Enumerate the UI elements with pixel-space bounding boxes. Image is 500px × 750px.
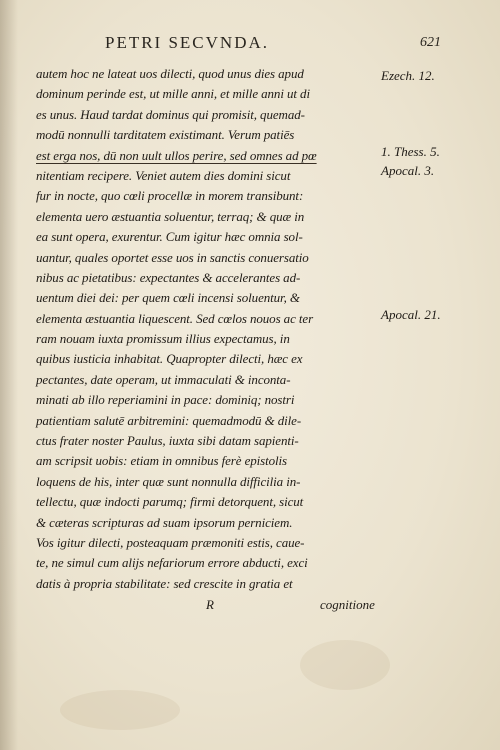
- text-line: elementa æstuantia liquescent. Sed cœlos nouos ac ter: [36, 310, 314, 326]
- text-line: nibus ac pietatibus: expectantes & accelerantes ad-: [36, 269, 301, 285]
- text-line: dominum perinde est, ut mille anni, et mille anni ut di: [36, 86, 310, 102]
- text-line: fur in nocte, quo cœli procellæ in morem transibunt:: [36, 188, 304, 204]
- text-line: patientiam salutē arbitremini: quemadmodū & dile-: [36, 412, 302, 428]
- main-text-block: [36, 64, 380, 594]
- catchword: cognitione: [320, 597, 375, 612]
- text-line: am scripsit uobis: etiam in omnibus ferè epistolis: [36, 453, 288, 469]
- text-line: ctus frater noster Paulus, iuxta sibi datam sapienti-: [36, 433, 299, 449]
- text-line: tellectu, quæ indocti parumq; firmi detorquent, sicut: [36, 494, 304, 510]
- text-line: loquens de his, inter quæ sunt nonnulla difficilia in-: [36, 473, 301, 489]
- margin-note-apocalypse-3: Apocal. 3.: [381, 163, 435, 178]
- margin-note-ezechiel: Ezech. 12.: [381, 68, 435, 83]
- text-line: autem hoc ne lateat uos dilecti, quod unus dies apud: [36, 66, 304, 81]
- text-line-underlined: est erga nos, dū non uult ullos perire, sed omnes ad pœ: [36, 147, 317, 163]
- text-line: nitentiam recipere. Veniet autem dies domini sicut: [36, 167, 291, 183]
- running-head-title: PETRI SECVNDA.: [105, 33, 270, 52]
- running-head: [0, 33, 500, 57]
- text-line: quibus iusticia inhabitat. Quapropter dilecti, hæc ex: [36, 351, 303, 367]
- text-line: Vos igitur dilecti, posteaquam præmoniti estis, caue-: [36, 534, 305, 550]
- gutter-shadow: [0, 0, 18, 750]
- text-line: modū nonnulli tarditatem existimant. Verum patiēs: [36, 127, 295, 143]
- text-line: ea sunt opera, exurentur. Cum igitur hæc omnia sol-: [36, 229, 303, 245]
- text-line: uantur, quales oportet esse uos in sanctis conuersatio: [36, 249, 309, 265]
- paper-stain: [300, 640, 390, 690]
- text-line: te, ne simul cum alijs nefariorum errore abducti, exci: [36, 555, 308, 571]
- margin-note-apocalypse-21: Apocal. 21.: [381, 307, 441, 322]
- text-line: es unus. Haud tardat dominus qui promisit, quemad-: [36, 106, 305, 122]
- margin-note-thessalonians: 1. Thess. 5.: [381, 144, 440, 159]
- paper-stain: [60, 690, 180, 730]
- text-line: minati ab illo reperiamini in pace: dominiq; nostri: [36, 392, 295, 408]
- text-line: & cæteras scripturas ad suam ipsorum perniciem.: [36, 514, 293, 530]
- text-line: elementa uero æstuantia soluentur, terraq; & quæ in: [36, 208, 305, 224]
- folio-number: 621: [420, 35, 441, 50]
- signature-mark: R: [206, 597, 214, 612]
- text-line: uentum diei dei: per quem cœli incensi soluentur, &: [36, 290, 300, 306]
- text-line: datis à propria stabilitate: sed crescite in gratia et: [36, 575, 293, 591]
- text-line: pectantes, date operam, ut immaculati & inconta-: [36, 371, 291, 387]
- text-line: ram nouam iuxta promissum illius expectamus, in: [36, 331, 290, 347]
